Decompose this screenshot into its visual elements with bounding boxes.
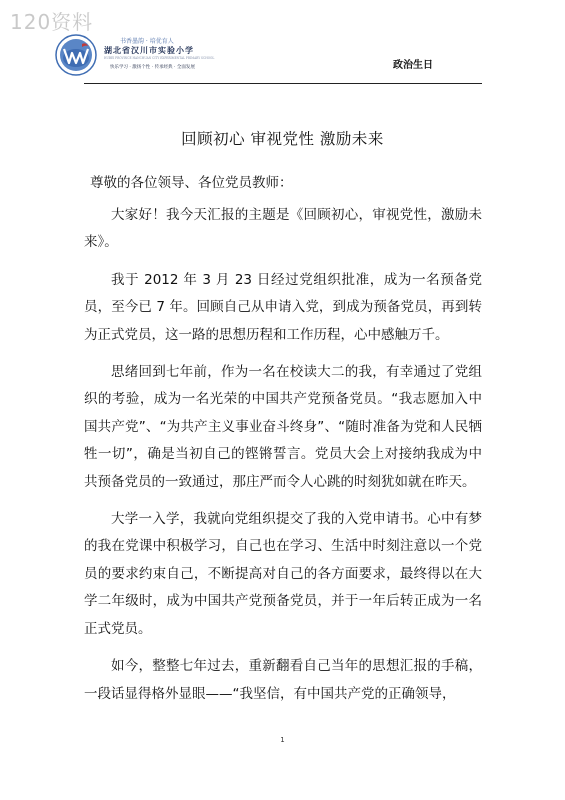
- header-divider: [84, 83, 482, 84]
- paragraph: 思绪回到七年前，作为一名在校读大二的我，有幸通过了党组织的考验，成为一名光荣的中国共产党预备党员。“我志愿加入中国共产党”、“为共产主义事业奋斗终身”、“随时准备为党和人民牺牲一切”，确是当初自己的铿锵誓言。党员大会上对接纳我成为中共预备党员的一致通过，那庄严而令人心跳的时刻犹如就在昨天。: [84, 364, 482, 490]
- page-number: 1: [280, 736, 285, 744]
- watermark-text: 120资料: [10, 10, 94, 34]
- paragraph: 我于 2012 年 3 月 23 日经过党组织批准，成为一名预备党员，至今已 7 年。回顾自己从申请入党，到成为预备党员，再到转为正式党员，这一路的思想历程和工作历程，心中感触万千。: [84, 271, 482, 343]
- document-title: 回顾初心 审视党性 激励未来: [181, 130, 384, 148]
- paragraph: 大学一入学，我就向党组织提交了我的入党申请书。心中有梦的我在党课中积极学习，自己也在学习、生活中时刻注意以一个党员的要求约束自己，不断提高对自己的各方面要求，最终得以在大学二年级时，成为中国共产党预备党员，并于一年后转正成为一名正式党员。: [84, 511, 482, 637]
- paragraph: 大家好！我今天汇报的主题是《回顾初心，审视党性，激励未来》。: [84, 207, 482, 251]
- school-name-block: [102, 34, 217, 76]
- logo-school-name: 湖北省汉川市实验小学: [104, 45, 194, 55]
- school-emblem-icon: [55, 34, 97, 76]
- school-logo: [55, 34, 215, 76]
- logo-motto: 书香墨韵 · 培优育人: [120, 38, 174, 45]
- header-label: 政治生日: [393, 60, 433, 71]
- document-body: [84, 202, 482, 718]
- logo-english-name: HUBEI PROVINCE HANCHUAN CITY EXPERIMENTAL PRIMARY SCHOOL: [104, 56, 215, 60]
- paragraph: 如今，整整七年过去，重新翻看自己当年的思想汇报的手稿，一段话显得格外显眼——“我坚信，有中国共产党的正确领导，: [84, 658, 482, 702]
- logo-slogan: 快乐学习 · 激扬个性 · 传承经典 · 全面发展: [110, 65, 195, 70]
- salutation: 尊敬的各位领导、各位党员教师：: [90, 175, 293, 191]
